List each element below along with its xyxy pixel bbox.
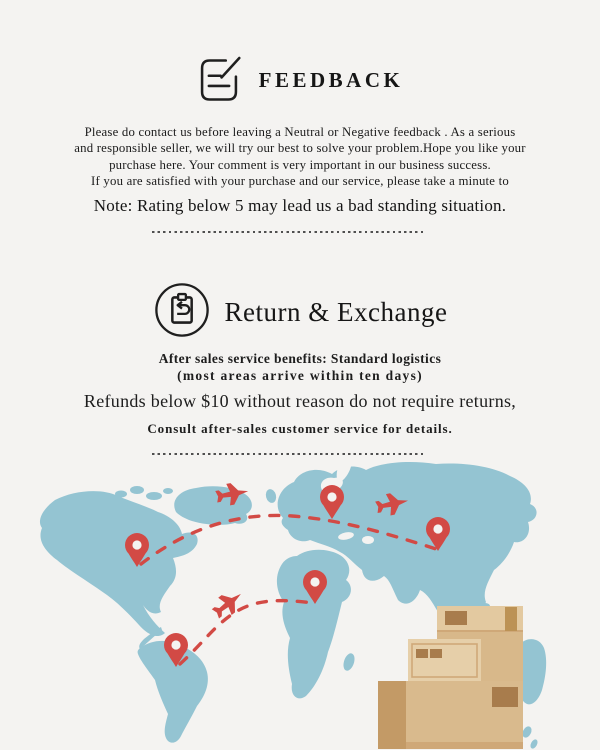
- box-label: [445, 611, 467, 625]
- shipping-illustration: [0, 454, 600, 750]
- world-map-illustration: [0, 454, 600, 750]
- refund-policy-line: Refunds below $10 without reason do not require returns,: [83, 390, 517, 411]
- box-fold-line: [406, 742, 523, 749]
- feedback-header: [0, 0, 600, 108]
- box-label: [492, 687, 518, 707]
- edit-note-icon: [197, 52, 241, 108]
- consult-line: Consult after-sales customer service for details.: [147, 420, 453, 436]
- return-exchange-title: Return & Exchange: [224, 296, 448, 327]
- box-middle: [408, 639, 481, 681]
- feedback-body-line: Please do contact us before leaving a Neutral or Negative feedback . As a serious: [84, 125, 516, 139]
- feedback-body: [0, 124, 600, 190]
- benefit-line: After sales service benefits: Standard logistics: [158, 350, 442, 366]
- feedback-body-line: and responsible seller, we will try our best to solve your problem.Hope you like your: [74, 141, 526, 156]
- return-exchange-header: [0, 281, 600, 344]
- feedback-body-line: purchase here. Your comment is very important in our business success.: [109, 157, 491, 172]
- feedback-body-line: If you are satisfied with your purchase and our service, please take a minute to: [91, 174, 509, 189]
- box-label: [416, 649, 428, 658]
- feedback-title: FEEDBACK: [258, 67, 404, 92]
- box-label: [430, 649, 442, 658]
- cardboard-boxes: [378, 606, 523, 749]
- dashed-divider: [152, 231, 425, 233]
- return-clipboard-icon: [153, 281, 211, 344]
- box-side-face: [378, 681, 406, 749]
- delivery-line: (most areas arrive within ten days): [177, 367, 423, 383]
- feedback-note: Note: Rating below 5 may lead us a bad standing situation.: [93, 195, 507, 215]
- box-tape: [505, 607, 517, 631]
